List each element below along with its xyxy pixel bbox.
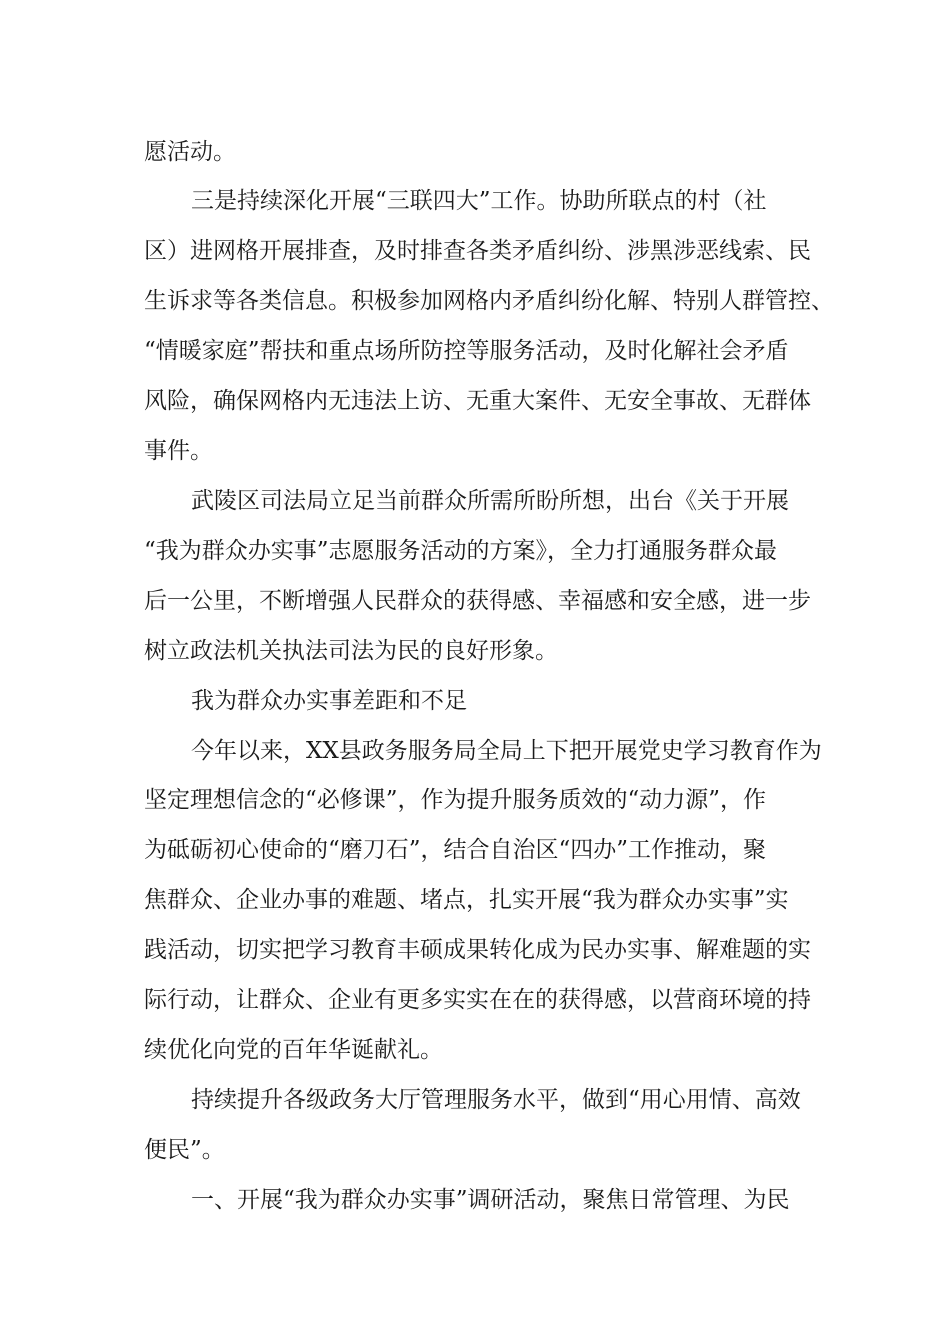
text-line-11: 树立政法机关执法司法为民的良好形象。 — [144, 638, 558, 664]
text-line-15: 为砥砺初心使命的“磨刀石”，结合自治区“四办”工作推动，聚 — [144, 837, 767, 863]
text-line-4: 生诉求等各类信息。积极参加网格内矛盾纠纷化解、特别人群管控、 — [144, 288, 834, 314]
text-line-22: 一、开展“我为群众办实事”调研活动，聚焦日常管理、为民 — [191, 1187, 790, 1213]
text-line-21: 便民”。 — [144, 1137, 225, 1163]
text-line-17: 践活动，切实把学习教育丰硕成果转化成为民办实事、解难题的实 — [144, 937, 811, 963]
text-line-1: 愿活动。 — [144, 139, 236, 165]
text-line-16: 焦群众、企业办事的难题、堵点，扎实开展“我为群众办实事”实 — [144, 887, 789, 913]
text-line-6: 风险，确保网格内无违法上访、无重大案件、无安全事故、无群体 — [144, 388, 811, 414]
text-line-2: 三是持续深化开展“三联四大”工作。协助所联点的村（社 — [191, 188, 767, 214]
text-line-13: 今年以来，XX县政务服务局全局上下把开展党史学习教育作为 — [191, 738, 822, 764]
text-line-19: 续优化向党的百年华诞献礼。 — [144, 1037, 443, 1063]
text-line-3: 区）进网格开展排查，及时排查各类矛盾纠纷、涉黑涉恶线索、民 — [144, 238, 811, 264]
text-line-18: 际行动，让群众、企业有更多实实在在的获得感，以营商环境的持 — [144, 987, 811, 1013]
section-heading: 我为群众办实事差距和不足 — [191, 688, 467, 714]
text-line-8: 武陵区司法局立足当前群众所需所盼所想，出台《关于开展 — [191, 488, 789, 514]
text-line-9: “我为群众办实事”志愿服务活动的方案》，全力打通服务群众最 — [144, 538, 778, 564]
text-line-10: 后一公里，不断增强人民群众的获得感、幸福感和安全感，进一步 — [144, 588, 811, 614]
text-line-20: 持续提升各级政务大厅管理服务水平，做到“用心用情、高效 — [191, 1087, 801, 1113]
text-line-7: 事件。 — [144, 438, 213, 464]
text-line-14: 坚定理想信念的“必修课”，作为提升服务质效的“动力源”，作 — [144, 787, 767, 813]
text-line-5: “情暖家庭”帮扶和重点场所防控等服务活动，及时化解社会矛盾 — [144, 338, 789, 364]
